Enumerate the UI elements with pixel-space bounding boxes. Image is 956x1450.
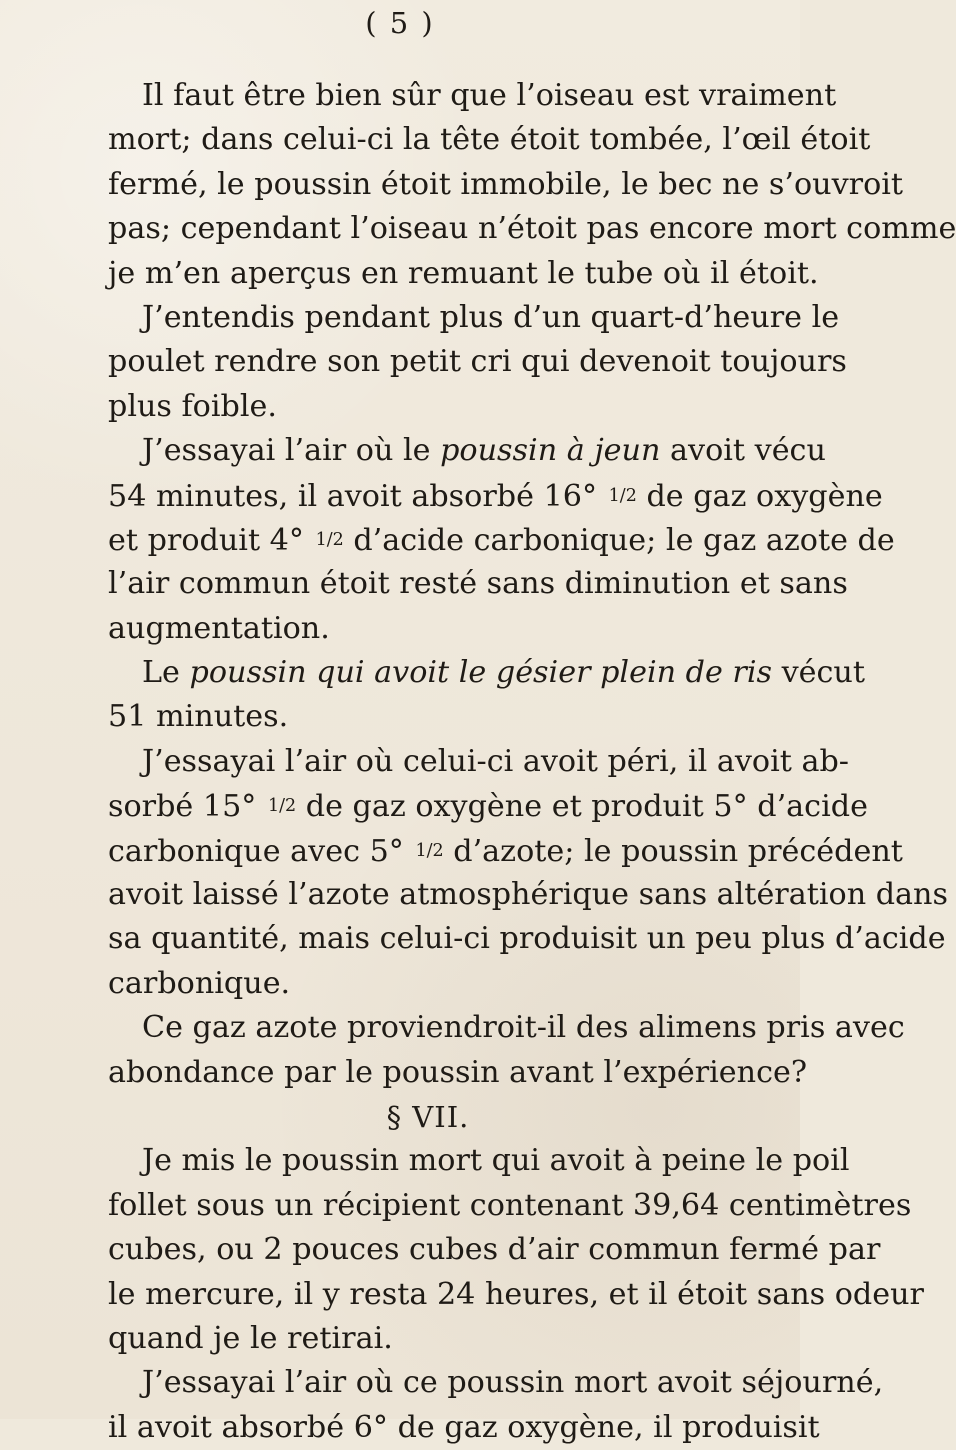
- text-line-22: Ce gaz azote proviendroit-il des alimens pris avec: [142, 1010, 905, 1046]
- text-line-10: [108, 474, 883, 518]
- fraction-half-1: 1/2: [608, 485, 637, 506]
- fraction-half-2: 1/2: [315, 529, 344, 550]
- text-line-28: quand je le retirai.: [108, 1320, 393, 1356]
- text-line-11-part-1: et produit 4°: [108, 522, 314, 558]
- text-line-27: le mercure, il y resta 24 heures, et il étoit sans odeur: [108, 1276, 924, 1312]
- text-line-25: follet sous un récipient contenant 39,64 centimètres: [108, 1187, 912, 1223]
- text-line-5: je m’en aperçus en remuant le tube où il étoit.: [108, 255, 819, 291]
- italic-phrase-poussin-a-jeun: poussin à jeun: [440, 433, 661, 469]
- text-line-8: plus foible.: [108, 388, 277, 424]
- text-line-19: avoit laissé l’azote atmosphérique sans altération dans: [108, 877, 948, 913]
- text-line-10-part-1: 54 minutes, il avoit absorbé 16°: [108, 478, 607, 514]
- text-line-26: cubes, ou 2 pouces cubes d’air commun fermé par: [108, 1232, 881, 1268]
- fraction-half-3: 1/2: [267, 796, 297, 817]
- text-line-4: pas; cependant l’oiseau n’étoit pas encore mort comme: [108, 211, 956, 247]
- text-line-11: [108, 518, 895, 562]
- text-line-2: mort; dans celui-ci la tête étoit tombée, l’œil étoit: [108, 122, 871, 158]
- text-line-10-part-3: de gaz oxygène: [636, 478, 883, 514]
- text-line-11-part-3: d’acide carbonique; le gaz azote de: [343, 522, 895, 558]
- text-line-18: [108, 829, 903, 873]
- text-line-15: 51 minutes.: [108, 699, 289, 735]
- text-line-6: J’entendis pendant plus d’un quart-d’heure le: [142, 299, 840, 335]
- text-line-14-part-3: vécut: [772, 655, 865, 691]
- text-line-16: J’essayai l’air où celui-ci avoit péri, il avoit ab-: [142, 743, 849, 779]
- text-line-17-part-3: de gaz oxygène et produit 5° d’acide: [296, 789, 868, 825]
- text-line-30: il avoit absorbé 6° de gaz oxygène, il produisit: [108, 1409, 820, 1445]
- text-line-3: fermé, le poussin étoit immobile, le bec ne s’ouvroit: [108, 166, 904, 202]
- text-line-17: [108, 784, 868, 828]
- text-line-12: l’air commun étoit resté sans diminution et sans: [108, 566, 848, 602]
- text-line-23: abondance par le poussin avant l’expérience?: [108, 1054, 808, 1090]
- section-heading-vii: § VII.: [386, 1099, 470, 1134]
- text-line-9-part-3: avoit vécu: [660, 433, 826, 469]
- text-line-14: [108, 651, 865, 695]
- text-line-17-part-1: sorbé 15°: [108, 789, 266, 825]
- text-line-1: Il faut être bien sûr que l’oiseau est vraiment: [142, 78, 837, 113]
- text-line-18-part-1: carbonique avec 5°: [108, 833, 414, 869]
- text-line-24: Je mis le poussin mort qui avoit à peine le poil: [142, 1143, 850, 1179]
- body-text: [108, 74, 956, 1450]
- text-line-14-part-1: Le: [142, 655, 190, 691]
- text-line-20: sa quantité, mais celui-ci produisit un peu plus d’acide: [108, 921, 946, 957]
- text-line-7: poulet rendre son petit cri qui devenoit toujours: [108, 344, 847, 380]
- text-line-18-part-3: d’azote; le poussin précédent: [443, 833, 903, 869]
- fraction-half-4: 1/2: [415, 840, 444, 861]
- text-line-29: J’essayai l’air où ce poussin mort avoit séjourné,: [142, 1365, 884, 1401]
- text-line-21: carbonique.: [108, 965, 291, 1001]
- text-line-13: augmentation.: [108, 610, 330, 646]
- page-number-header: ( 5 ): [365, 6, 435, 40]
- text-line-9-part-1: J’essayai l’air où le: [142, 433, 441, 469]
- text-line-9: [108, 429, 826, 473]
- italic-phrase-gesier: poussin qui avoit le gésier plein de ris: [189, 655, 772, 691]
